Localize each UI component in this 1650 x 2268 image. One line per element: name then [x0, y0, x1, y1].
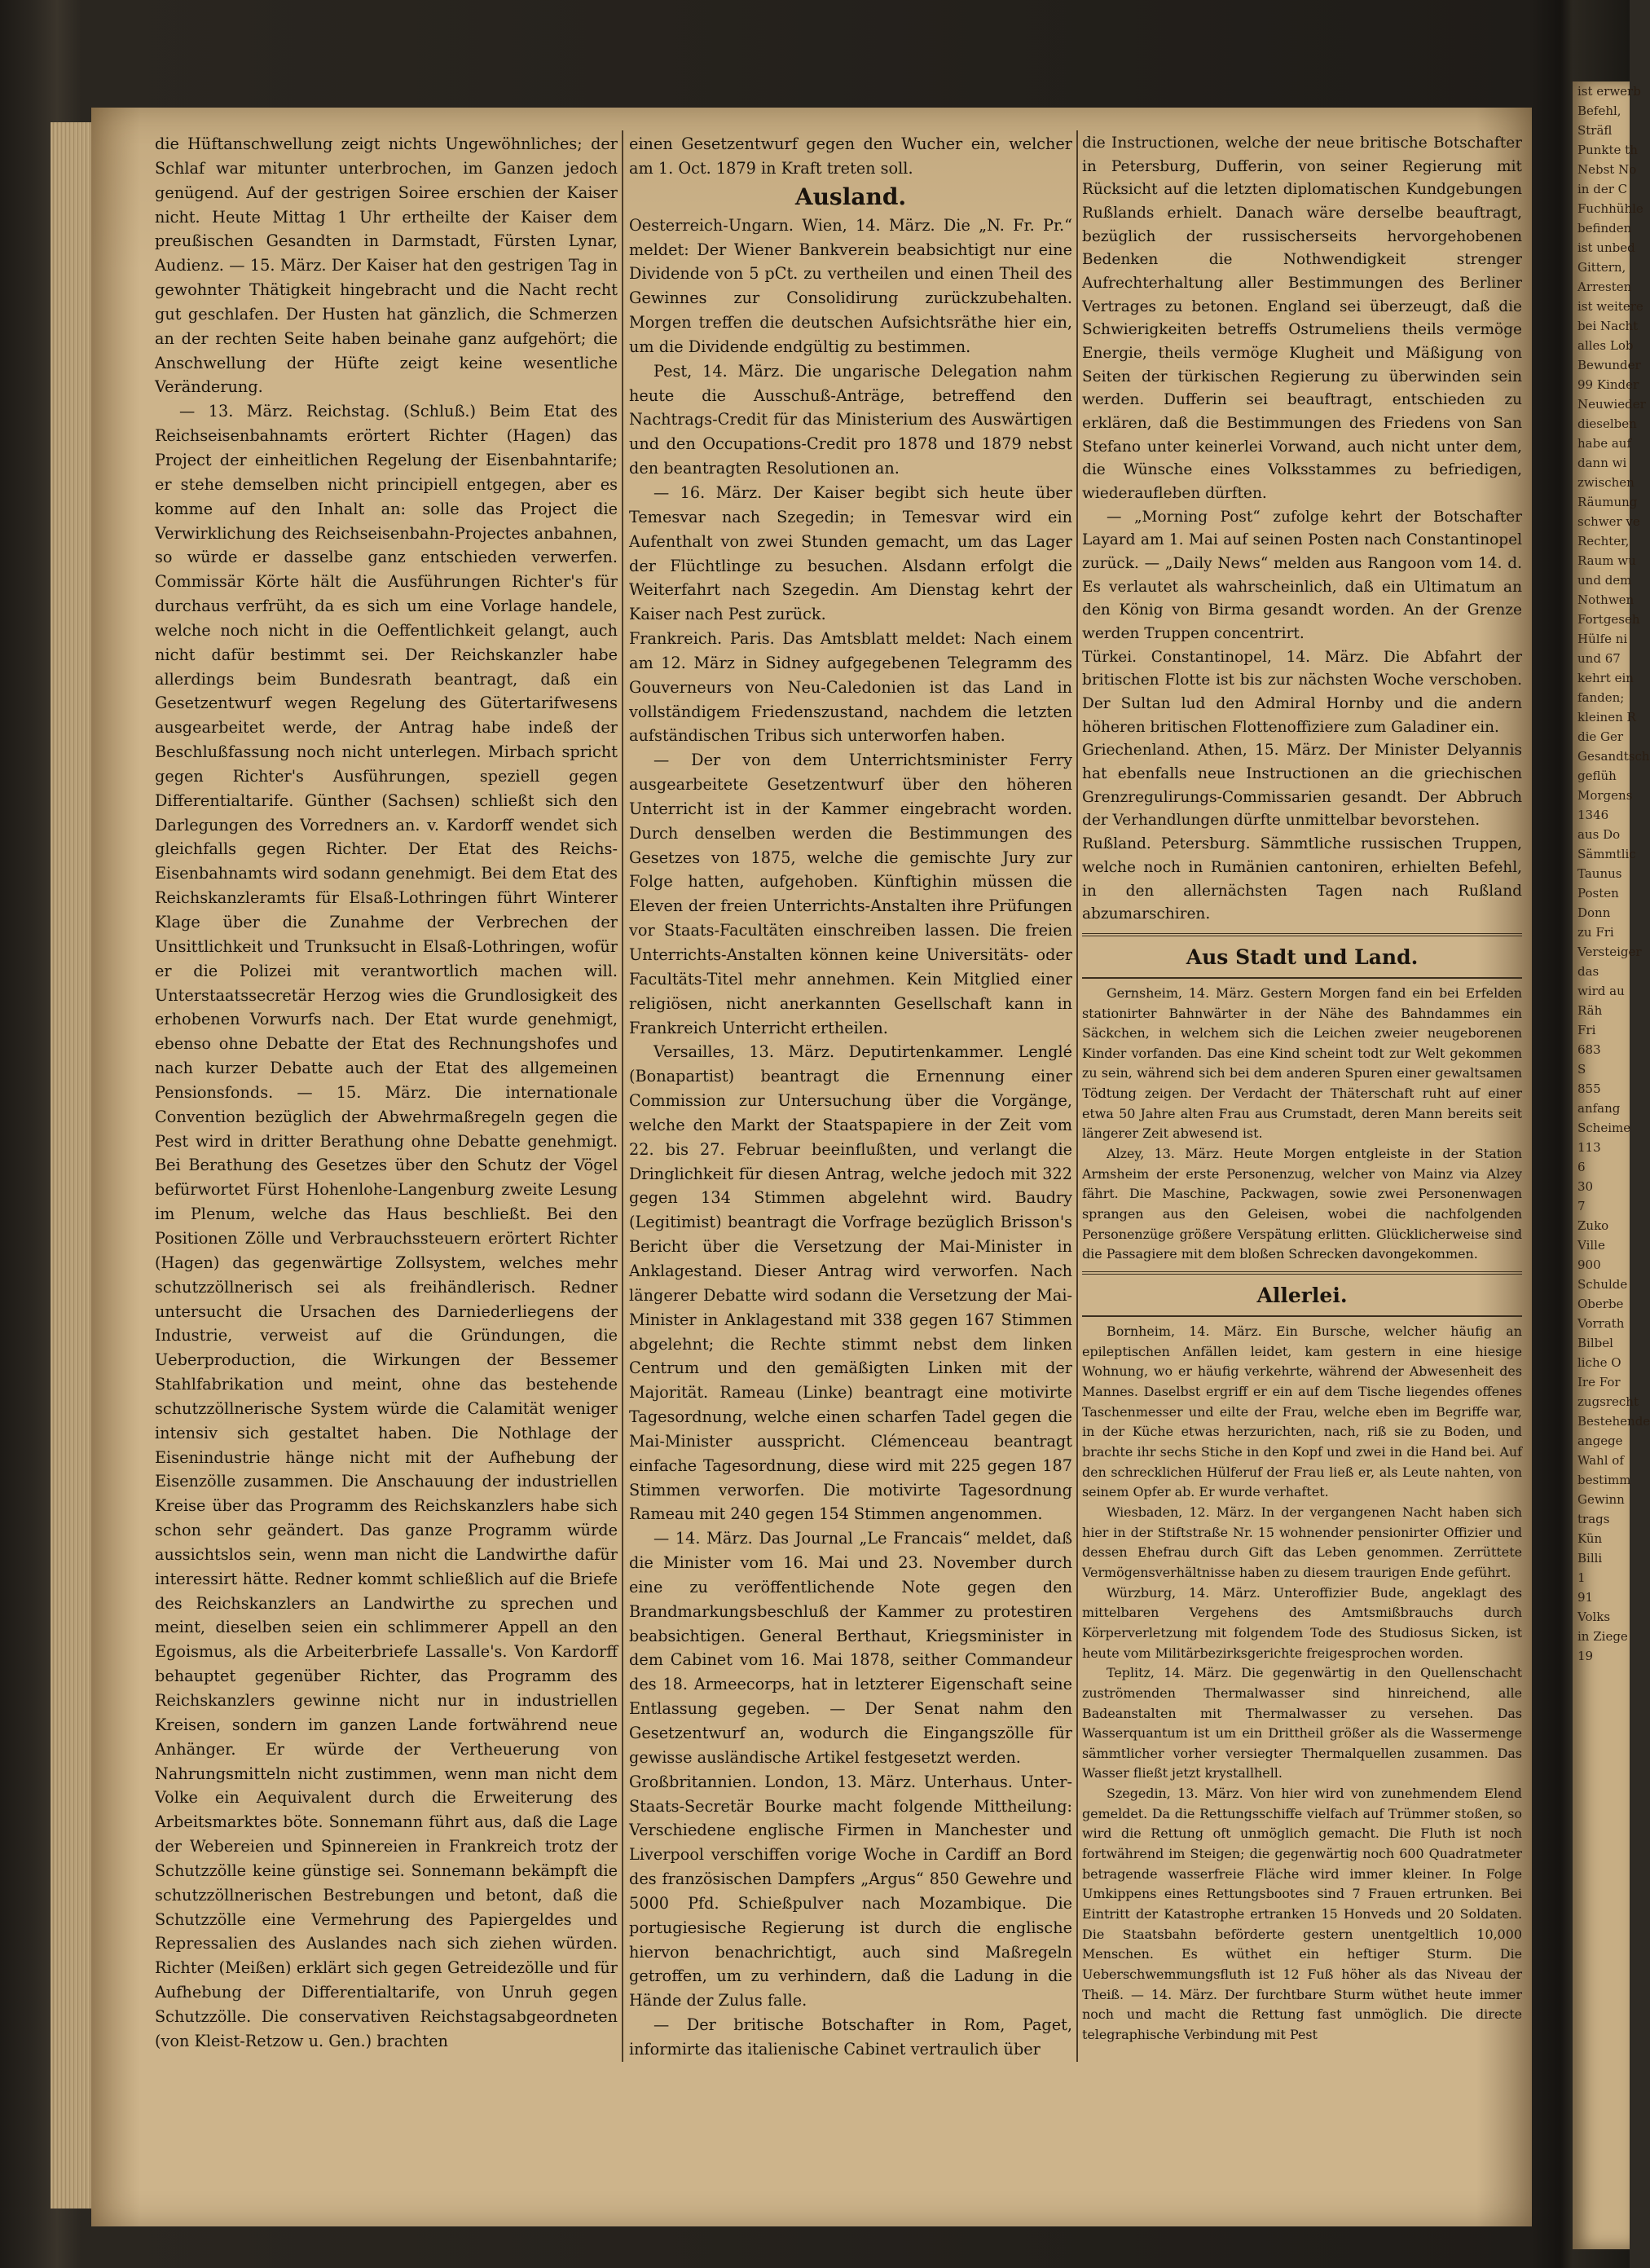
fragment-line: dieselben: [1577, 416, 1637, 431]
fragment-line: geflüh: [1577, 768, 1617, 783]
misc-news-item: Szegedin, 13. März. Von hier wird von zunehmendem Elend gemeldet. Da die Rettungsschiffe vielfach auf Trümmer stoßen, so wird die Rettung oft unmöglich gemacht. Die Fluth ist noch fortwährend im Steigen; die gegenwärtig noch 600 Quadratmeter betragende wasserfreie Fläche wird immer kleiner. In Folge Umkippens eines Rettungsbootes sind 7 Frauen ertrunken. Bei Eintritt der Katastrophe ertranken 15 Honveds und 20 Soldaten. Die Staatsbahn beförderte gestern unentgeltlich 10,000 Menschen. Es wüthet ein heftiger Sturm. Die Ueberschwemmungsfluth ist 12 Fuß höher als das Niveau der Theiß. — 14. März. Der furchtbare Sturm wüthet heute immer noch und macht die Rettung fast unmöglich. Die directe telegraphische Verbindung mit Pest: [1082, 1786, 1522, 2042]
fragment-line: 6: [1577, 1160, 1586, 1174]
fragment-line: Gittern,: [1577, 260, 1626, 275]
fragment-line: Ire For: [1577, 1375, 1621, 1389]
local-news-item: Gernsheim, 14. März. Gestern Morgen fand ein bei Erfelden stationirter Bahnwärter in der Nähe des Bahndammes ein Säckchen, in welchem sich die Leichen zweier neugeborenen Kinder vorfanden. Das eine Kind scheint todt zur Welt gekommen zu sein, während sich bei dem anderen Spuren einer gewaltsamen Tödtung zeigen. Der Verdacht der Thäterschaft ruht auf einer etwa 50 Jahre alten Frau aus Crumstadt, deren Mann bereits seit längerer Zeit abwesend ist.: [1082, 984, 1522, 1142]
article-text: Griechenland. Athen, 15. März. Der Minister Delyannis hat ebenfalls neue Instructionen an die griechischen Grenzregulirungs-Commissarien gesandt. Der Abbruch der Verhandlungen dürfte unmittelbar bevorstehen.: [1082, 742, 1522, 830]
page-edges: [51, 122, 93, 2209]
fragment-line: und dem: [1577, 573, 1632, 588]
article-text: — Der von dem Unterrichtsminister Ferry ausgearbeitete Gesetzentwurf über den höheren Unterricht ist in der Kammer eingebracht worden. Durch denselben werden die Bestimmungen des Gesetzes von 1875, welche die gemischte Jury zur Folge hatten, aufgehoben. Künftighin müssen die Eleven der freien Unterrichts-Anstalten ihre Prüfungen vor Staats-Facultäten einschreiben lassen. Die freien Unterrichts-Anstalten können keine Universitäts- oder Facultäts-Titel mehr annehmen. Kein Mitglied einer religiösen, nicht anerkannten Gesellschaft kann in Frankreich Unterricht ertheilen.: [629, 751, 1072, 1037]
fragment-line: Billi: [1577, 1551, 1603, 1566]
fragment-line: 1: [1577, 1570, 1586, 1585]
fragment-line: Gesandtsch: [1577, 749, 1650, 764]
fragment-line: ist weitere: [1577, 299, 1643, 314]
fragment-line: zugsrecht: [1577, 1394, 1639, 1409]
fragment-line: 900: [1577, 1257, 1601, 1272]
fragment-line: Neuwieder: [1577, 397, 1646, 412]
fragment-line: schwer ve: [1577, 514, 1640, 529]
fragment-line: 855: [1577, 1081, 1601, 1096]
fragment-line: Schulde: [1577, 1277, 1628, 1292]
fragment-line: wird au: [1577, 984, 1625, 998]
fragment-line: Nothwen: [1577, 592, 1635, 607]
fragment-line: das: [1577, 964, 1599, 979]
fragment-line: zwischen: [1577, 475, 1635, 490]
fragment-line: Kün: [1577, 1531, 1603, 1546]
article-text: Oesterreich-Ungarn. Wien, 14. März. Die „N. Fr. Pr.“ meldet: Der Wiener Bankverein beabsichtigt nur eine Dividende von 5 pCt. zu vertheilen und einen Theil des Gewinnes zur Consolidirung zurückzubehalten. Morgen treffen die deutschen Aufsichtsräthe hier ein, um die Dividende endgültig zu bestimmen.: [629, 215, 1072, 356]
fragment-line: Nebst No: [1577, 162, 1637, 177]
fragment-line: ist erwerb: [1577, 84, 1641, 99]
article-text: — 13. März. Reichstag. (Schluß.) Beim Etat des Reichseisenbahnamts erörtert Richter (Hagen) das Project der einheitlichen Regelung der Eisenbahntarife; er stehe demselben nicht principiell entgegen, aber es komme auf den Inhalt an: solle das Project die Verwirklichung des Reichseisenbahn-Projectes anbahnen, so würde er dasselbe ganz entschieden verwerfen. Commissär Körte hält die Ausführungen Richter's für durchaus verfrüht, da es sich um eine Vorlage handele, welche noch nicht in die Oeffentlichkeit gelangt, auch nicht dafür bestimmt sei. Der Reichskanzler habe allerdings beim Bundesrath beantragt, daß ein Gesetzentwurf wegen Regelung des Gütertarifwesens ausgearbeitet werde, der Antrag habe indeß der Beschlußfassung noch nicht unterlegen. Mirbach spricht gegen Richter's Ausführungen, speziell gegen Differentialtarife. Günther (Sachsen) schließt sich den Darlegungen des Vorredners an. v. Kardorff wendet sich gleichfalls gegen Richter. Der Etat des Reichs-Eisenbahnamts wird sodann genehmigt. Bei dem Etat des Reichskanzleramts für Elsaß-Lothringen führt Winterer Klage über die Zunahme der Verbrechen der Unsittlichkeit und Trunksucht in Elsaß-Lothringen, wofür er die Polizei mit verantwortlich machen will. Unterstaatssecretär Herzog wies die Grundlosigkeit des erhobenen Vorwurfs nach. Der Etat wurde genehmigt, ebenso ohne Debatte der Etat des Rechnungshofes und nach kurzer Debatte auch der Etat des allgemeinen Pensionsfonds. — 15. März. Die internationale Convention bezüglich der Abwehrmaßregeln gegen die Pest wird in dritter Berathung ohne Debatte genehmigt. Bei Berathung des Gesetzes über den Schutz der Vögel befürwortet Fürst Hohenlohe-Langenburg zweite Lesung im Plenum, welche das Haus beschließt. Bei den Positionen Zölle und Verbrauchssteuern erörtert Richter (Hagen) das gegenwärtige Zollsystem, welches mehr schutzzöllnerisch sei als freihändlerisch. Redner untersucht die Ursachen des Darniederliegens der Industrie, verweist auf die Gründungen, die Ueberproduction, die Wirkungen der Bessemer Stahlfabrikation und meint, ohne das bestehende schutzzöllnerische System würde die Calamität weniger intensiv sich gestaltet haben. Die Nothlage der Eisenindustrie hänge nicht mit der Aufhebung der Eisenzölle zusammen. Die Anschauung der industriellen Kreise über das Programm des Reichskanzlers habe sich schon sehr geändert. Das ganze Programm würde aussichtslos sein, wenn man nicht die Landwirthe dafür interessirt hätte. Redner kommt schließlich auf die Briefe des Reichskanzlers an Landwirthe zu sprechen und meint, dieselben seien ein schlimmerer Appell an den Egoismus, als die Arbeiterbriefe Lassalle's. Von Kardorff behauptet gegenüber Richter, das Programm des Reichskanzlers gewinne nicht nur in industriellen Kreisen, sondern im ganzen Lande fortwährend neue Anhänger. Er würde der Vertheuerung von Nahrungsmitteln nicht zustimmen, wenn man nicht dem Volke ein Aequivalent durch die Erweiterung des Arbeitsmarktes böte. Sonnemann führt aus, daß die Lage der Webereien und Spinnereien in Frankreich trotz der Schutzzölle keine günstige sei. Sonnemann bekämpft die schutzzöllnerischen Bestrebungen und betont, daß die Schutzzölle eine Vermehrung des Papiergeldes und Repressalien des Auslandes nach sich ziehen würden. Richter (Meißen) erklärt sich gegen Getreidezölle und für Aufhebung der Differentialtarife, von Unruh gegen Schutzzölle. Die conservativen Reichstagsabgeordneten (von Kleist-Retzow u. Gen.) brachten: [155, 402, 618, 2050]
article-text: Pest, 14. März. Die ungarische Delegation nahm heute die Ausschuß-Anträge, betreffend den Nachtrags-Credit für das Ministerium des Auswärtigen und den Occupations-Credit pro 1878 und 1879 nebst den beantragten Resolutionen an.: [629, 361, 1072, 478]
column-rule: [622, 130, 623, 2062]
fragment-line: dann wi: [1577, 456, 1627, 470]
fragment-line: Fri: [1577, 1023, 1596, 1037]
section-divider: [1082, 977, 1522, 979]
misc-news-item: Teplitz, 14. März. Die gegenwärtig in den Quellenschacht zuströmenden Thermalwasser sind hinreichend, alle Badeanstalten mit Thermalwasser zu versehen. Das Wasserquantum ist um ein Drittheil größer als die Wassermenge sämmtlicher vorher versiegter Thermalquellen zusammen. Das Wasser fließt jetzt krystallhell.: [1082, 1665, 1522, 1781]
fragment-line: 7: [1577, 1199, 1586, 1213]
fragment-line: 91: [1577, 1590, 1594, 1605]
fragment-line: habe auf: [1577, 436, 1632, 451]
fragment-line: 1346: [1577, 808, 1609, 822]
fragment-line: 19: [1577, 1649, 1594, 1663]
fragment-line: Wahl of: [1577, 1453, 1624, 1468]
fragment-line: Räh: [1577, 1003, 1603, 1018]
article-text: — Der britische Botschafter in Rom, Paget, informirte das italienische Cabinet vertraulich über: [629, 2015, 1072, 2059]
fragment-line: ist unbed: [1577, 240, 1635, 255]
fragment-line: und 67: [1577, 651, 1621, 666]
fragment-line: Sträfl: [1577, 123, 1613, 138]
fragment-line: anfang: [1577, 1101, 1621, 1116]
fragment-line: in Ziege: [1577, 1629, 1628, 1644]
fragment-line: Fuchhühle: [1577, 201, 1643, 216]
fragment-line: alles Lob: [1577, 338, 1634, 353]
fragment-line: kleinen R: [1577, 710, 1636, 724]
section-heading-allerlei: Allerlei.: [1256, 1284, 1348, 1308]
misc-news-item: Wiesbaden, 12. März. In der vergangenen Nacht haben sich hier in der Stiftstraße Nr. 15 wohnender pensionirter Offizier und dessen Ehefrau durch Gift das Leben genommen. Zerrüttete Vermögensverhältnisse haben zu diesem traurigen Ende geführt.: [1082, 1504, 1522, 1580]
misc-news-item: Würzburg, 14. März. Unteroffizier Bude, angeklagt des mittelbaren Vergehens des Amtsmißbrauchs durch Körperverletzung mit folgendem Tode des Studiosus Sicken, ist heute vom Militärbezirksgerichte freigesprochen worden.: [1082, 1584, 1522, 1661]
fragment-line: Volks: [1577, 1610, 1611, 1624]
fragment-line: aus Do: [1577, 827, 1621, 842]
fragment-line: Taunus: [1577, 866, 1622, 881]
article-text: Versailles, 13. März. Deputirtenkammer. Lenglé (Bonapartist) beantragt die Ernennung einer Commission zur Untersuchung über die Vorgänge, welche den Markt der Staatspapiere in der Zeit vom 22. bis 27. Februar beeinflußten, und verlangt die Dringlichkeit für diesen Antrag, welche jedoch mit 322 gegen 134 Stimmen abgelehnt wird. Baudry (Legitimist) beantragt die Vorfrage bezüglich Brisson's Bericht über die Versetzung der Mai-Minister in Anklagestand. Dieser Antrag wird verworfen. Nach längerer Debatte wird sodann die Versetzung der Mai-Minister in Anklagestand mit 338 gegen 167 Stimmen abgelehnt; die Rechte stimmt nebst dem linken Centrum und den gemäßigten Linken mit der Majorität. Rameau (Linke) beantragt eine motivirte Tagesordnung, welche einen scharfen Tadel gegen die Mai-Minister ausspricht. Clémenceau beantragt einfache Tagesordnung, diese wird mit 225 gegen 187 Stimmen verworfen. Die motivirte Tagesordnung Rameau mit 240 gegen 154 Stimmen angenommen.: [629, 1042, 1072, 1524]
fragment-line: Versteiger: [1577, 945, 1642, 959]
fragment-line: trags: [1577, 1512, 1610, 1526]
fragment-line: die Ger: [1577, 729, 1624, 744]
fragment-line: Punkte th: [1577, 143, 1638, 157]
article-text: die Instructionen, welche der neue britische Botschafter in Petersburg, Dufferin, von seiner Regierung mit Rücksicht auf die letzten diplomatischen Kundgebungen Rußlands erhielt. Danach wäre derselbe beauftragt, bezüglich der russischerseits hervorgehobenen Bedenken die Nothwendigkeit strenger Aufrechterhaltung aller Bestimmungen des Berliner Vertrages zu betonen. England sei überzeugt, daß die Schwierigkeiten betreffs Ostrumeliens theils vermöge Energie, theils vermöge Klugheit und Mäßigung von Seiten der türkischen Regierung zu überwinden sein werden. Dufferin sei beauftragt, entschieden zu erklären, daß die Bestimmungen des Friedens von San Stefano unter keinerlei Vorwand, auch nicht unter dem, die Wünsche eines Volksstammes zu befriedigen, wiederaufleben dürften.: [1082, 134, 1522, 503]
section-divider: [1082, 1271, 1522, 1275]
fragment-line: bestimm: [1577, 1473, 1631, 1487]
fragment-line: 683: [1577, 1042, 1601, 1057]
section-divider: [1082, 933, 1522, 936]
fragment-line: Oberbe: [1577, 1297, 1624, 1311]
fragment-line: Bilbel: [1577, 1336, 1613, 1350]
fragment-line: in der C: [1577, 182, 1628, 196]
fragment-line: fanden;: [1577, 690, 1625, 705]
article-text: — 16. März. Der Kaiser begibt sich heute über Temesvar nach Szegedin; in Temesvar wird ein Aufenthalt von zwei Stunden gemacht, um das Lager der Flüchtlinge zu besuchen. Alsdann erfolgt die Weiterfahrt nach Szegedin. Am Dienstag kehrt der Kaiser nach Pest zurück.: [629, 482, 1072, 624]
fragment-line: Ville: [1577, 1238, 1605, 1253]
article-text: Rußland. Petersburg. Sämmtliche russischen Truppen, welche noch in Rumänien cantoniren, erhielten Befehl, in den allernächsten Tagen nach Rußland abzumarschiren.: [1082, 835, 1522, 923]
article-text: — 14. März. Das Journal „Le Francais“ meldet, daß die Minister vom 16. Mai und 23. November durch eine zu veröffentlichende Note gegen den Brandmarkungsbeschluß der Kammer zu protestiren beabsichtigen. General Berthaut, Kriegsminister in dem Cabinet vom 16. Mai 1878, seither Commandeur des 18. Armeecorps, hat in letzterer Eigenschaft seine Entlassung gegeben. — Der Senat nahm den Gesetzentwurf an, wodurch die Eingangszölle für gewisse ausländische Artikel festgesetzt werden.: [629, 1529, 1072, 1767]
column-2: [629, 132, 1072, 2062]
section-heading-ausland: Ausland.: [794, 183, 907, 210]
fragment-line: befinden: [1577, 221, 1632, 236]
article-text: einen Gesetzentwurf gegen den Wucher ein, welcher am 1. Oct. 1879 in Kraft treten soll.: [629, 134, 1072, 178]
fragment-line: angege: [1577, 1433, 1623, 1448]
article-text: — „Morning Post“ zufolge kehrt der Botschafter Layard am 1. Mai auf seinen Posten nach Constantinopel zurück. — „Daily News“ melden aus Rangoon vom 14. d. Es verlautet als wahrscheinlich, daß ein Ultimatum an den König von Birma gesandt worden. An der Grenze werden Truppen concentrirt.: [1082, 508, 1522, 643]
article-text: Frankreich. Paris. Das Amtsblatt meldet: Nach einem am 12. März in Sidney aufgegebenen Telegramm des Gouverneurs von Neu-Caledonien ist das Land in vollständigem Friedenszustand, nachdem die letzten aufständischen Tribus sich unterworfen haben.: [629, 629, 1072, 746]
fragment-line: liche O: [1577, 1355, 1621, 1370]
fragment-line: Bestehende: [1577, 1414, 1650, 1429]
fragment-line: 99 Kinder: [1577, 377, 1639, 392]
column-3: [1082, 132, 1522, 2046]
section-divider: [1082, 1315, 1522, 1317]
fragment-line: Sämmtlic: [1577, 847, 1636, 861]
fragment-line: Raum wu: [1577, 553, 1636, 568]
fragment-line: Befehl,: [1577, 103, 1621, 118]
fragment-line: bei Nacht: [1577, 319, 1639, 333]
fragment-line: zu Fri: [1577, 925, 1614, 940]
fragment-line: 113: [1577, 1140, 1601, 1155]
column-rule: [1076, 130, 1078, 2062]
fragment-line: Bewunder: [1577, 358, 1641, 372]
local-news-item: Alzey, 13. März. Heute Morgen entgleiste in der Station Armsheim der erste Personenzug, welcher von Mainz via Alzey fährt. Die Maschine, Packwagen, sowie zwei Personenwagen sprangen aus den Geleisen, wobei die nachfolgenden Personenzüge größere Verspätung erlitten. Glücklicherweise sind die Passagiere mit dem bloßen Schrecken davongekommen.: [1082, 1146, 1522, 1262]
fragment-line: Rechter,: [1577, 534, 1630, 548]
fragment-line: Hülfe ni: [1577, 632, 1628, 646]
fragment-line: Posten: [1577, 886, 1619, 901]
section-heading-local: Aus Stadt und Land.: [1186, 945, 1419, 969]
fragment-line: Räumung: [1577, 495, 1638, 509]
column-1: [155, 132, 618, 2054]
fragment-line: Vorrath: [1577, 1316, 1625, 1331]
fragment-line: Donn: [1577, 905, 1611, 920]
fragment-line: kehrt ein: [1577, 671, 1634, 685]
article-text: Großbritannien. London, 13. März. Unterhaus. Unter-Staats-Secretär Bourke macht folgende Mittheilung: Verschiedene englische Firmen in Manchester und Liverpool verschiffen vorige Woche in Cardiff an Bord des französischen Dampfers „Argus“ 850 Gewehre und 5000 Pfd. Schießpulver nach Mozambique. Die portugiesische Regierung ist durch die englische hiervon benachrichtigt, auch sind Maßregeln getroffen, um zu verhindern, daß die Ladung in die Hände der Zulus falle.: [629, 1772, 1072, 2010]
article-text: Türkei. Constantinopel, 14. März. Die Abfahrt der britischen Flotte ist bis zur nächsten Woche verschoben. Der Sultan lud den Admiral Hornby und die andern höheren britischen Flottenoffiziere zum Galadiner ein.: [1082, 648, 1522, 736]
misc-news-item: Bornheim, 14. März. Ein Bursche, welcher häufig an epileptischen Anfällen leidet, kam gestern in eine hiesige Wohnung, wo er häufig verkehrte, während der Abwesenheit des Mannes. Daselbst ergriff er ein auf dem Tische liegendes offenes Taschenmesser und eilte der Frau, welche eben im Begriffe war, in der Küche etwas herzurichten, nach, riß sie zu Boden, und brachte ihr sechs Stiche in den Kopf und zwei in die Hand bei. Auf den schrecklichen Hülferuf der Frau ließ er, als Leute nahten, von seinem Opfer ab. Er wurde verhaftet.: [1082, 1323, 1522, 1500]
fragment-line: Fortgeseh: [1577, 612, 1640, 627]
fragment-line: Gewinn: [1577, 1492, 1625, 1507]
fragment-line: Arresten: [1577, 280, 1632, 294]
fragment-line: 30: [1577, 1179, 1594, 1194]
fragment-line: Scheime: [1577, 1121, 1631, 1135]
article-text: die Hüftanschwellung zeigt nichts Ungewöhnliches; der Schlaf war mitunter unterbrochen, im Ganzen jedoch genügend. Auf der gestrigen Soiree erschien der Kaiser nicht. Heute Mittag 1 Uhr ertheilte der Kaiser dem preußischen Gesandten in Darmstadt, Fürsten Lynar, Audienz. — 15. März. Der Kaiser hat den gestrigen Tag in gewohnter Thätigkeit hingebracht und die Nacht recht gut geschlafen. Der Husten hat gänzlich, die Schmerzen an der rechten Seite haben beinahe ganz aufgehört; die Anschwellung der Hüfte zeigt keine wesentliche Veränderung.: [155, 134, 618, 397]
fragment-line: Zuko: [1577, 1218, 1609, 1233]
fragment-line: S: [1577, 1062, 1586, 1077]
fragment-line: Morgens: [1577, 788, 1633, 803]
adjacent-page-fragment: [1573, 81, 1650, 2249]
